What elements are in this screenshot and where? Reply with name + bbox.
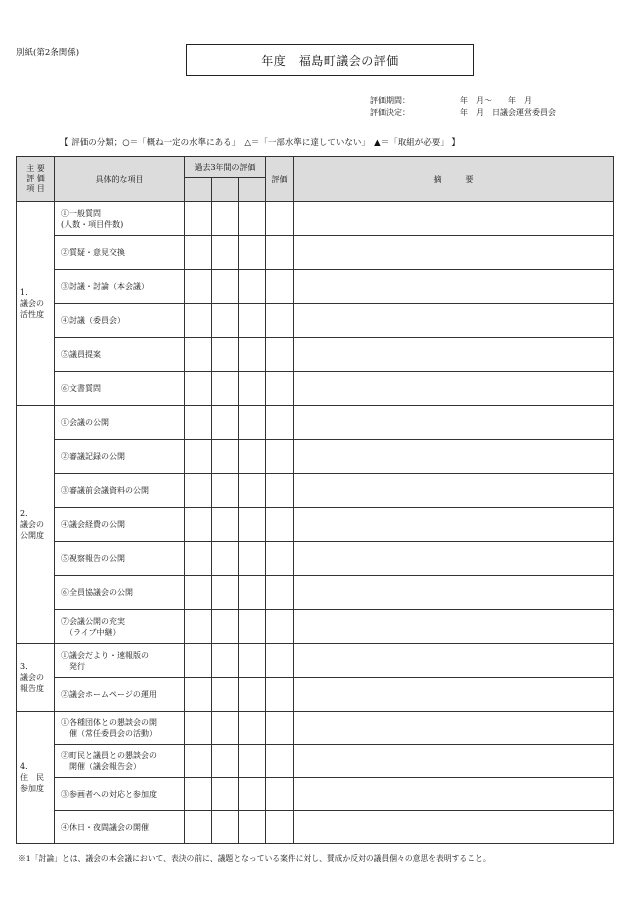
evaluation-cell[interactable] [266,610,294,644]
header-item: 具体的な項目 [55,157,185,202]
past-year-3-cell[interactable] [239,202,266,236]
evaluation-cell[interactable] [266,778,294,811]
past-year-3-cell[interactable] [239,508,266,542]
header-past-year-2 [212,178,239,202]
page-title [186,44,474,76]
evaluation-cell[interactable] [266,270,294,304]
table-row [17,712,614,745]
item-cell: ④議会経費の公開 [55,508,185,542]
past-year-2-cell[interactable] [212,406,239,440]
past-year-3-cell[interactable] [239,372,266,406]
past-year-1-cell[interactable] [185,338,212,372]
past-year-2-cell[interactable] [212,778,239,811]
summary-cell[interactable] [294,474,614,508]
summary-cell[interactable] [294,338,614,372]
past-year-3-cell[interactable] [239,610,266,644]
summary-cell[interactable] [294,270,614,304]
table-body [17,202,614,844]
table-row [17,811,614,844]
past-year-3-cell[interactable] [239,745,266,778]
evaluation-cell[interactable] [266,542,294,576]
item-cell: ②町民と議員との懇談会の 開催（議会報告会） [55,745,185,778]
evaluation-cell[interactable] [266,304,294,338]
summary-cell[interactable] [294,745,614,778]
past-year-1-cell[interactable] [185,778,212,811]
past-year-2-cell[interactable] [212,236,239,270]
past-year-2-cell[interactable] [212,576,239,610]
past-year-2-cell[interactable] [212,474,239,508]
period-label: 評価期間： [370,96,410,105]
past-year-1-cell[interactable] [185,270,212,304]
annex-label: 別紙(第2条関係) [16,48,80,58]
table-row [17,745,614,778]
header-summary: 摘 要 [294,157,614,202]
summary-cell[interactable] [294,712,614,745]
past-year-3-cell[interactable] [239,644,266,678]
summary-cell[interactable] [294,610,614,644]
header-evaluation: 評価 [266,157,294,202]
item-cell: ⑤視察報告の公開 [55,542,185,576]
table-row [17,270,614,304]
header-past-year-3 [239,178,266,202]
past-year-1-cell[interactable] [185,811,212,844]
evaluation-cell[interactable] [266,678,294,712]
past-year-1-cell[interactable] [185,372,212,406]
table-row [17,644,614,678]
past-year-1-cell[interactable] [185,644,212,678]
decision-value: 年 月 日議会運営委員会 [460,108,556,117]
item-cell: ⑦会議公開の充実 （ライブ中継） [55,610,185,644]
header-past-three-years: 過去3年間の評価 [185,157,266,178]
past-year-3-cell[interactable] [239,811,266,844]
past-year-1-cell[interactable] [185,406,212,440]
category-cell: 4． 住 民 参加度 [17,712,55,844]
evaluation-table [16,156,614,844]
summary-cell[interactable] [294,202,614,236]
past-year-2-cell[interactable] [212,338,239,372]
evaluation-cell[interactable] [266,202,294,236]
period-value: 年 月～ 年 月 [460,96,532,105]
summary-cell[interactable] [294,440,614,474]
evaluation-cell[interactable] [266,236,294,270]
past-year-1-cell[interactable] [185,610,212,644]
past-year-1-cell[interactable] [185,508,212,542]
summary-cell[interactable] [294,576,614,610]
past-year-2-cell[interactable] [212,508,239,542]
table-row [17,542,614,576]
table-row [17,610,614,644]
past-year-3-cell[interactable] [239,236,266,270]
item-cell: ②質疑・意見交換 [55,236,185,270]
item-cell: ②審議記録の公開 [55,440,185,474]
table-row [17,440,614,474]
past-year-3-cell[interactable] [239,778,266,811]
past-year-3-cell[interactable] [239,338,266,372]
summary-cell[interactable] [294,406,614,440]
evaluation-cell[interactable] [266,576,294,610]
item-cell: ①各種団体との懇談会の開 催（常任委員会の活動） [55,712,185,745]
summary-cell[interactable] [294,542,614,576]
item-cell: ⑥文書質問 [55,372,185,406]
past-year-3-cell[interactable] [239,440,266,474]
past-year-1-cell[interactable] [185,712,212,745]
past-year-2-cell[interactable] [212,745,239,778]
evaluation-cell[interactable] [266,712,294,745]
table-row [17,304,614,338]
item-cell: ③討議・討論（本会議） [55,270,185,304]
evaluation-meta [370,95,556,119]
header-main-category: 主 要 評 価 項 目 [17,157,55,202]
past-year-3-cell[interactable] [239,270,266,304]
item-cell: ③審議前会議資料の公開 [55,474,185,508]
item-cell: ①議会だより・速報版の 発行 [55,644,185,678]
past-year-2-cell[interactable] [212,270,239,304]
evaluation-cell[interactable] [266,406,294,440]
past-year-2-cell[interactable] [212,542,239,576]
item-cell: ②議会ホームページの運用 [55,678,185,712]
past-year-3-cell[interactable] [239,304,266,338]
past-year-2-cell[interactable] [212,372,239,406]
past-year-1-cell[interactable] [185,236,212,270]
summary-cell[interactable] [294,811,614,844]
evaluation-cell[interactable] [266,440,294,474]
decision-label: 評価決定： [370,108,410,117]
table-row [17,474,614,508]
table-row [17,236,614,270]
past-year-2-cell[interactable] [212,644,239,678]
table-row [17,576,614,610]
summary-cell[interactable] [294,304,614,338]
header-past-year-1 [185,178,212,202]
past-year-3-cell[interactable] [239,542,266,576]
past-year-2-cell[interactable] [212,202,239,236]
past-year-1-cell[interactable] [185,542,212,576]
summary-cell[interactable] [294,508,614,542]
past-year-2-cell[interactable] [212,610,239,644]
past-year-2-cell[interactable] [212,678,239,712]
past-year-2-cell[interactable] [212,304,239,338]
past-year-1-cell[interactable] [185,745,212,778]
past-year-1-cell[interactable] [185,474,212,508]
past-year-2-cell[interactable] [212,811,239,844]
evaluation-cell[interactable] [266,372,294,406]
footnote: ※1「討論」とは、議会の本会議において、表決の前に、議題となっている案件に対し、賛成か反対の議員個々の意思を表明すること。 [18,854,491,863]
summary-cell[interactable] [294,678,614,712]
past-year-1-cell[interactable] [185,440,212,474]
past-year-3-cell[interactable] [239,678,266,712]
item-cell: ①一般質問 (人数・項目件数) [55,202,185,236]
past-year-3-cell[interactable] [239,712,266,745]
evaluation-cell[interactable] [266,508,294,542]
evaluation-cell[interactable] [266,644,294,678]
item-cell: ①会議の公開 [55,406,185,440]
category-cell: 3． 議会の 報告度 [17,644,55,712]
table-row [17,338,614,372]
item-cell: ④休日・夜間議会の開催 [55,811,185,844]
past-year-2-cell[interactable] [212,440,239,474]
item-cell: ③参画者への対応と参加度 [55,778,185,811]
summary-cell[interactable] [294,644,614,678]
evaluation-legend: 【 評価の分類；○＝「概ね一定の水準にある」 △＝「一部水準に達していない」 ▲＝「取組が必要」 】 [60,138,460,148]
item-cell: ④討議（委員会） [55,304,185,338]
evaluation-cell[interactable] [266,338,294,372]
summary-cell[interactable] [294,778,614,811]
item-cell: ⑤議員提案 [55,338,185,372]
evaluation-cell[interactable] [266,474,294,508]
past-year-1-cell[interactable] [185,202,212,236]
past-year-1-cell[interactable] [185,304,212,338]
table-row [17,372,614,406]
past-year-2-cell[interactable] [212,712,239,745]
page-title-text: 年度 福島町議会の評価 [261,53,399,68]
category-cell: 1． 議会の 活性度 [17,202,55,406]
table-row [17,508,614,542]
evaluation-cell[interactable] [266,811,294,844]
table-row [17,678,614,712]
table-row [17,202,614,236]
past-year-3-cell[interactable] [239,576,266,610]
past-year-1-cell[interactable] [185,678,212,712]
summary-cell[interactable] [294,236,614,270]
summary-cell[interactable] [294,372,614,406]
category-cell: 2． 議会の 公開度 [17,406,55,644]
item-cell: ⑥全員協議会の公開 [55,576,185,610]
past-year-3-cell[interactable] [239,406,266,440]
evaluation-cell[interactable] [266,745,294,778]
past-year-3-cell[interactable] [239,474,266,508]
table-row [17,406,614,440]
table-row [17,778,614,811]
past-year-1-cell[interactable] [185,576,212,610]
